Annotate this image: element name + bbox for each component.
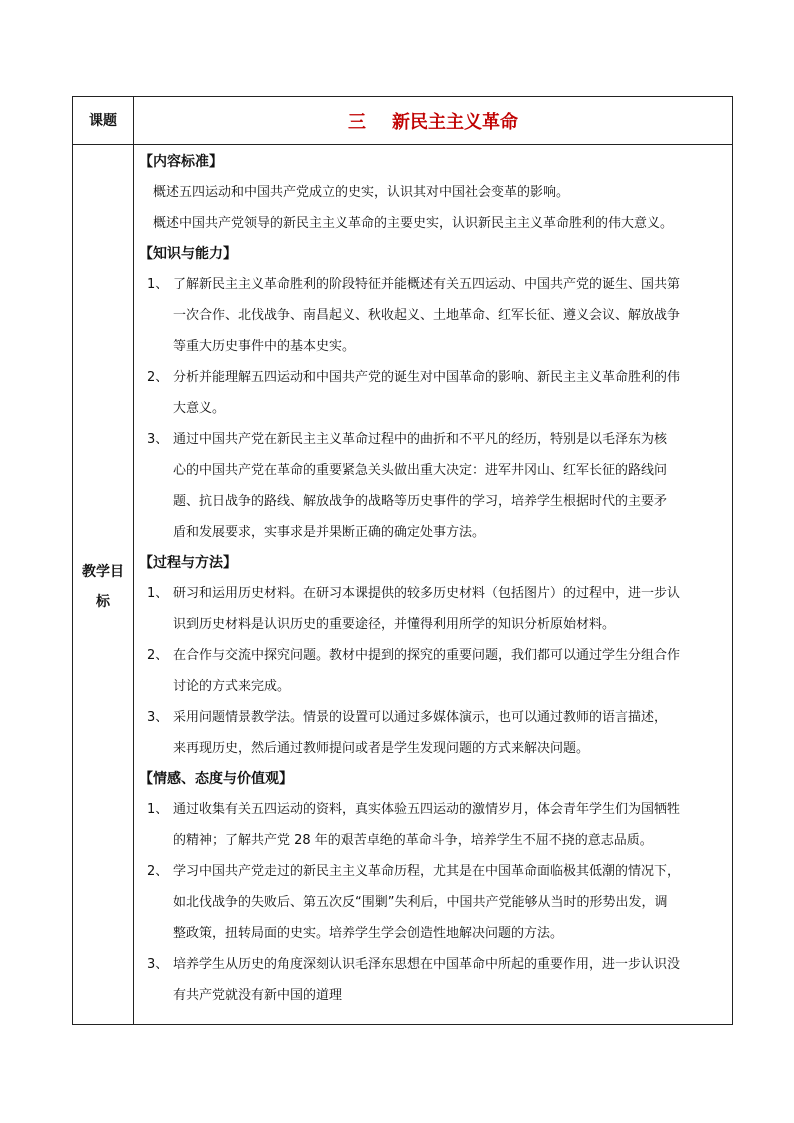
section-heading-knowledge: 【知识与能力】 (139, 246, 237, 262)
label-teaching-goals-line2: 标 (96, 594, 110, 610)
paragraph: 概述五四运动和中国共产党成立的史实，认识其对中国社会变革的影响。 (153, 185, 570, 200)
item-line: 整政策，扭转局面的史实。培养学生学会创造性地解决问题的方法。 (173, 926, 564, 941)
item-number: 2、 (147, 648, 169, 663)
item-line: 识到历史材料是认识历史的重要途径，并懂得利用所学的知识分析原始材料。 (173, 617, 616, 632)
item-line: 培养学生从历史的角度深刻认识毛泽东思想在中国革命中所起的重要作用，进一步认识没 (173, 957, 681, 972)
section-heading-attitude: 【情感、态度与价值观】 (139, 771, 293, 787)
item-number: 1、 (147, 802, 169, 817)
item-text (173, 424, 726, 548)
item-line: 在合作与交流中探究问题。教材中提到的探究的重要问题，我们都可以通过学生分组合作 (173, 648, 681, 663)
list-item (139, 949, 726, 1011)
item-line: 如北伐战争的失败后、第五次反“围剿”失利后，中国共产党能够从当时的形势出发，调 (173, 895, 668, 910)
item-text (173, 856, 726, 949)
section-heading-content-standard: 【内容标准】 (139, 154, 223, 170)
list-item (139, 856, 726, 949)
section-heading-process: 【过程与方法】 (139, 555, 237, 571)
item-line: 学习中国共产党走过的新民主主义革命历程，尤其是在中国革命面临极其低潮的情况下， (173, 864, 681, 879)
item-line: 了解新民主主义革命胜利的阶段特征并能概述有关五四运动、中国共产党的诞生、国共第 (173, 277, 681, 292)
item-number: 3、 (147, 432, 169, 447)
goals-content (139, 147, 726, 1011)
item-line: 题、抗日战争的路线、解放战争的战略等历史事件的学习，培养学生根据时代的主要矛 (173, 494, 668, 509)
column-divider (133, 97, 134, 1024)
item-line: 等重大历史事件中的基本史实。 (173, 339, 356, 354)
item-line: 研习和运用历史材料。在研习本课提供的较多历史材料（包括图片）的过程中，进一步认 (173, 586, 681, 601)
item-line: 采用问题情景教学法。情景的设置可以通过多媒体演示，也可以通过教师的语言描述， (173, 710, 668, 725)
list-item (139, 424, 726, 548)
lesson-plan-table (72, 96, 733, 1025)
lesson-number: 三 (348, 111, 366, 133)
item-number: 2、 (147, 864, 169, 879)
list-item (139, 794, 726, 856)
item-text (173, 640, 726, 702)
paragraph: 概述中国共产党领导的新民主主义革命的主要史实，认识新民主主义革命胜利的伟大意义。 (153, 216, 674, 231)
item-line: 盾和发展要求，实事求是并果断正确的确定处事方法。 (173, 525, 486, 540)
item-line: 一次合作、北伐战争、南昌起义、秋收起义、土地革命、红军长征、遵义会议、解放战争 (173, 308, 681, 323)
item-text (173, 269, 726, 362)
item-number: 1、 (147, 586, 169, 601)
item-line: 通过收集有关五四运动的资料，真实体验五四运动的激情岁月，体会青年学生们为国牺牲 (173, 802, 681, 817)
item-text (173, 362, 726, 424)
item-text (173, 702, 726, 764)
item-line: 通过中国共产党在新民主主义革命过程中的曲折和不平凡的经历，特别是以毛泽东为核 (173, 432, 668, 447)
item-text (173, 949, 726, 1011)
item-number: 3、 (147, 710, 169, 725)
item-line: 讨论的方式来完成。 (173, 679, 291, 694)
lesson-title (134, 97, 732, 144)
row-divider (73, 144, 732, 145)
list-item (139, 640, 726, 702)
item-line: 有共产党就没有新中国的道理 (173, 988, 343, 1003)
item-number: 1、 (147, 277, 169, 292)
item-line: 来再现历史，然后通过教师提问或者是学生发现问题的方式来解决问题。 (173, 741, 590, 756)
label-teaching-goals (73, 557, 133, 617)
item-line: 的精神；了解共产党 28 年的艰苦卓绝的革命斗争，培养学生不屈不挠的意志品质。 (173, 833, 653, 848)
list-item (139, 702, 726, 764)
item-line: 大意义。 (173, 401, 226, 416)
label-teaching-goals-line1: 教学目 (82, 564, 124, 580)
label-lesson-topic: 课题 (89, 113, 117, 129)
item-line: 分析并能理解五四运动和中国共产党的诞生对中国革命的影响、新民主主义革命胜利的伟 (173, 370, 681, 385)
item-number: 2、 (147, 370, 169, 385)
item-number: 3、 (147, 957, 169, 972)
item-text (173, 794, 726, 856)
list-item (139, 578, 726, 640)
list-item (139, 362, 726, 424)
lesson-title-text: 新民主主义革命 (392, 111, 518, 133)
item-line: 心的中国共产党在革命的重要紧急关头做出重大决定：进军井冈山、红军长征的路线问 (173, 463, 668, 478)
list-item (139, 269, 726, 362)
item-text (173, 578, 726, 640)
